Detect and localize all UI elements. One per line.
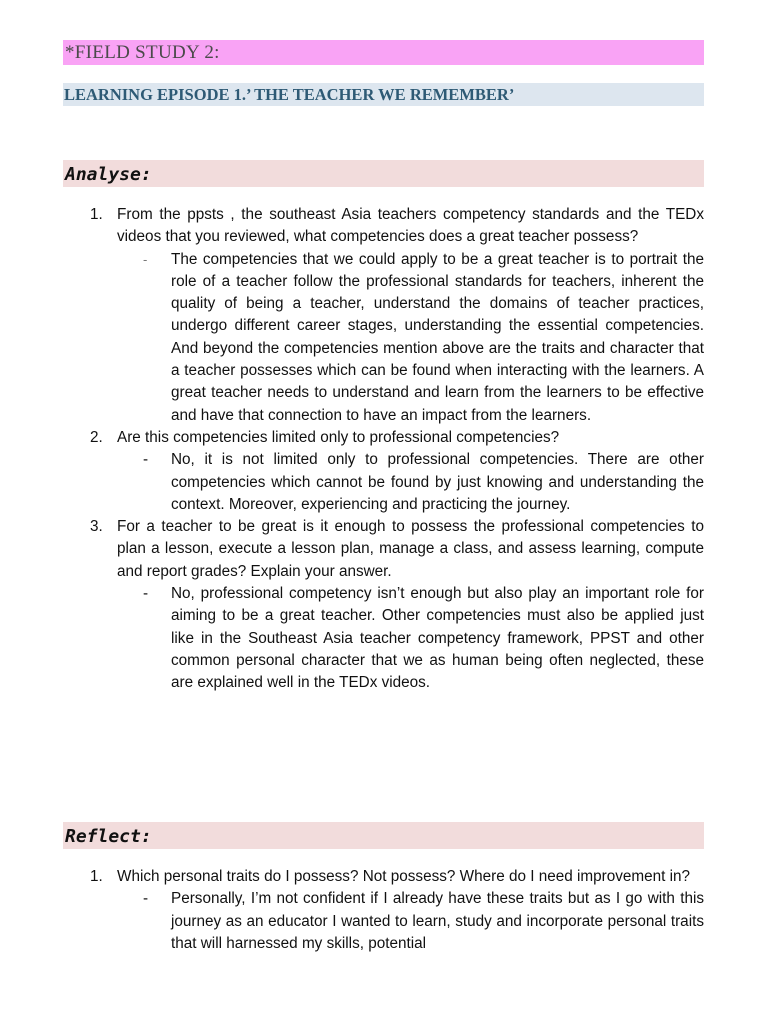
question-number: 1. xyxy=(90,206,103,223)
question-number: 1. xyxy=(90,868,103,885)
answer-text: Personally, I’m not confident if I already have these traits but as I go with this journey as an educator I wanted to learn, study and incorporate personal traits that will harnessed my skills, potential xyxy=(171,890,704,952)
answer-3 xyxy=(63,583,704,694)
question-text: Which personal traits do I possess? Not possess? Where do I need improvement in? xyxy=(117,868,691,885)
answer-text: No, professional competency isn’t enough but also play an important role for aiming to be a great teacher. Other competencies must also be applied just like in the Southeast Asia teacher competency framework, PPST and other common personal character that we as human being often neglected, these are explained well in the TEDx videos. xyxy=(171,585,704,692)
bullet-dash: - xyxy=(143,890,149,908)
question-number: 3. xyxy=(90,518,103,536)
document-title: *FIELD STUDY 2: xyxy=(63,40,704,65)
bullet-dash: - xyxy=(143,451,149,469)
question-1 xyxy=(63,866,704,888)
episode-heading: LEARNING EPISODE 1.’ THE TEACHER WE REMEMBER’ xyxy=(63,83,704,106)
answer-1 xyxy=(63,249,704,427)
question-2 xyxy=(63,427,704,449)
question-3 xyxy=(63,516,704,583)
bullet-dash: - xyxy=(143,585,149,603)
answer-text: The competencies that we could apply to be a great teacher is to portrait the role of a teacher follow the professional standards for teachers, inherent the quality of being a teacher, understand the domains of teacher practices, undergo different career stages, understanding the essential competencies. And beyond the competencies mention above are the traits and character that a teacher possesses which can be found when interacting with the learners. A great teacher needs to understand and learn from the learners to be effective and have that connection to have an impact from the learners. xyxy=(171,250,704,424)
analyse-list xyxy=(63,204,704,695)
analyse-heading: Analyse: xyxy=(63,160,704,187)
answer-2 xyxy=(63,449,704,516)
bullet-dash: - xyxy=(143,251,148,267)
question-text: Are this competencies limited only to professional competencies? xyxy=(117,428,560,446)
question-number: 2. xyxy=(90,428,103,446)
reflect-heading: Reflect: xyxy=(63,822,704,849)
answer-1 xyxy=(63,888,704,955)
question-1 xyxy=(63,204,704,249)
question-text: For a teacher to be great is it enough to possess the professional competencies to plan a lesson, execute a lesson plan, manage a class, and assess learning, compute and report grades? Explain your answer. xyxy=(117,518,704,580)
answer-text: No, it is not limited only to professional competencies. There are other competencies which cannot be found by just knowing and understanding the context. Moreover, experiencing and practicing the journey. xyxy=(171,451,704,513)
reflect-list xyxy=(63,866,704,955)
question-text: From the ppsts , the southeast Asia teachers competency standards and the TEDx videos that you reviewed, what competencies does a great teacher possess? xyxy=(117,206,704,246)
